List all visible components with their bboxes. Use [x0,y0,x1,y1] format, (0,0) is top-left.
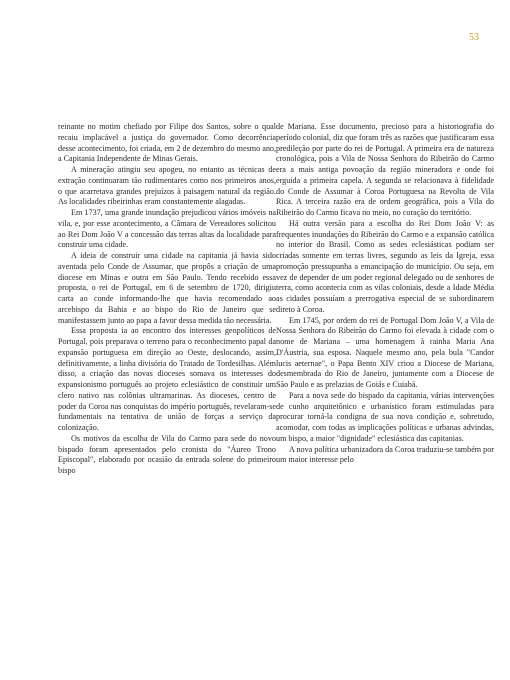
paragraph: Em 1745, por ordem do rei de Portugal Dom João V, a Vila de Nossa Senhora do Ribeirão do Carmo foi elevada à cidade com o nome de Mariana – uma homenagem à rainha Maria Ana D'Áustria, sua esposa. Naquele mesmo ano, pela bula "Candor lucis aeternae", o Papa Bento XIV criou a Diocese de Mariana, desmembrada do Rio de Janeiro, juntamente com a Diocese de São Paulo e as prelazias de Goiás e Cuiabá. [276,315,494,389]
paragraph: de Mariana. Esse documento, precioso para a historiografia do período colonial, diz que foram três as razões que justificaram essa predileção por parte do rei de Portugal. A primeira era de natureza cronológica, pois a Vila de Nossa Senhora do Ribeirão do Carmo era a mais antiga povoação da região mineradora e onde foi erguida a primeira capela. A segunda se relacionava à fidelidade do Conde de Assumar à Coroa Portuguesa na Revolta de Vila Rica. A terceira razão era de ordem geográfica, pois a Vila do Ribeirão do Carmo ficava no meio, no coração do território. [276,122,494,217]
paragraph: Essa proposta ia ao encontro dos interesses geopolíticos de Portugal, pois preparava o terreno para o reconhecimento papal da expansão portuguesa em direção ao Oeste, deslocando, assim, definitivamente, a linha divisória do Tratado de Tordesilhas. Além disso, a criação das novas dioceses somava os interesses do expansionismo português ao projeto eclesiástico de constituir um clero nativo nas colônias ultramarinas. As dioceses, centro de poder da Coroa nas conquistas do império português, revelaram-se fundamentais na tentativa de união de forças a serviço da colonização. [58,326,276,432]
left-text-column [58,122,276,477]
right-text-column [276,122,494,466]
paragraph: Em 1737, uma grande inundação prejudicou vários imóveis na vila, e, por esse acontecimento, a Câmara de Vereadores solicitou ao Rei Dom João V a concessão das terras altas da localidade para construir uma cidade. [58,208,276,250]
paragraph: reinante no motim chefiado por Filipe dos Santos, sobre o qual recaiu implacável a justiça do governador. Como decorrência desse acontecimento, foi criada, em 2 de dezembro do mesmo ano, a Capitania Independente de Minas Gerais. [58,122,276,164]
paragraph: A ideia de construir uma cidade na capitania já havia sido aventada pelo Conde de Assumar, que propôs a criação de uma diocese em Minas e outra em São Paulo. Tendo recebido essa proposta, o rei de Portugal, em 6 de setembro de 1720, dirigiu carta ao conde informando-lhe que havia recomendado ao arcebispo da Bahia e ao bispo do Rio de Janeiro que se manifestassem junto ao papa a favor dessa medida tão necessária. [58,251,276,325]
paragraph: Há outra versão para a escolha do Rei Dom João V: as frequentes inundações do Ribeirão do Carmo e a expansão católica no interior do Brasil. Como as sedes eclesiásticas podiam ser criadas somente em terras livres, segundo as leis da Igreja, essa promoção pressupunha a emancipação do município. Ou seja, em vez de depender de um poder regional delegado ou de senhores de terra, como acontecia com as vilas coloniais, desde a Idade Média as cidades possuíam a prerrogativa especial de se subordinarem direto à Coroa. [276,218,494,314]
paragraph: A nova política urbanizadora da Coroa traduziu-se também por um maior interesse pelo [276,444,494,465]
page-number: 53 [469,32,479,43]
paragraph: Os motivos da escolha de Vila do Carmo para sede do novo bispado foram apresentados pelo cronista do "Áureo Trono Episcopal", elaborado por ocasião da entrada solene do primeiro bispo [58,433,276,475]
paragraph: Para a nova sede do bispado da capitania, várias intervenções de cunho arquitetônico e urbanístico foram estimuladas para procurar torná-la condigna de sua nova condição e, sobretudo, acomodar, com todas as implicações políticas e urbanas advindas, um bispo, a maior "dignidade" eclesiástica das capitanias. [276,390,494,443]
paragraph: A mineração atingiu seu apogeu, no entanto as técnicas de extração continuaram tão rudimentares como nos primeiros anos, o que acarretava grandes prejuízos à paisagem natural da região. As localidades ribeirinhas eram constantemente alagadas. [58,165,276,207]
